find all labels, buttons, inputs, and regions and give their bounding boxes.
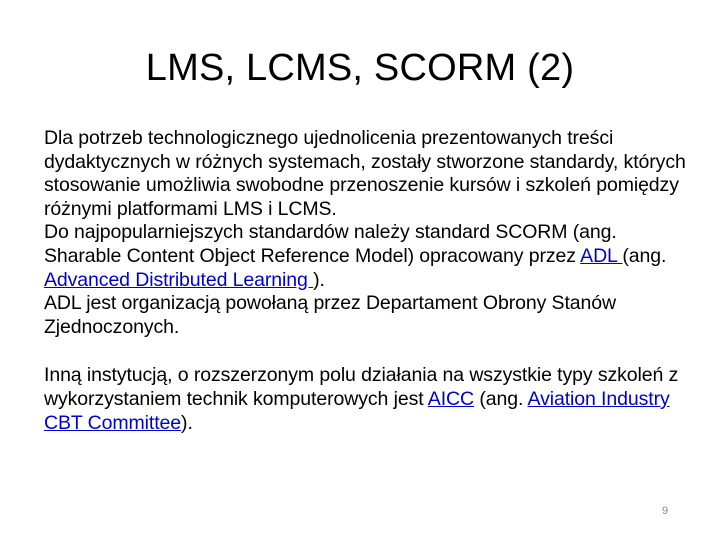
page-number: 9: [662, 505, 669, 517]
paragraph-standards-intro: Dla potrzeb technologicznego ujednolicenia prezentowanych treści dydaktycznych w różnych systemach, zostały stworzone standardy, których stosowanie umożliwia swobodne przenoszenie kursów i szkoleń pomiędzy różnymi platformami LMS i LCMS.: [44, 127, 686, 220]
paragraph-spacer: [44, 339, 694, 364]
scorm-text-before: Do najpopularniejszych standardów należy standard SCORM (ang. Sharable Content Object Reference Model) opracowany przez: [44, 221, 617, 267]
paragraph-aicc: [44, 364, 694, 435]
aicc-link[interactable]: AICC: [427, 387, 474, 410]
aicc-text-before: Inną instytucją, o rozszerzonym polu działania na wszystkie typy szkoleń z wykorzystaniem technik komputerowych jest: [44, 364, 679, 410]
paragraph-adl-organization: ADL jest organizacją powołaną przez Departament Obrony Stanów Zjednoczonych.: [44, 292, 616, 338]
paragraph-scorm: [44, 221, 694, 292]
slide-title: LMS, LCMS, SCORM (2): [145, 47, 575, 89]
advanced-distributed-learning-link[interactable]: Advanced Distributed Learning: [44, 268, 314, 291]
aicc-text-after: ).: [181, 411, 193, 434]
scorm-text-after: ).: [313, 268, 325, 291]
adl-link[interactable]: ADL: [580, 244, 623, 267]
aviation-industry-cbt-committee-link[interactable]: Aviation Industry CBT Committee: [44, 387, 670, 434]
slide-body: [44, 127, 694, 435]
scorm-text-mid: (ang.: [622, 244, 667, 267]
aicc-text-mid: (ang.: [474, 387, 528, 410]
